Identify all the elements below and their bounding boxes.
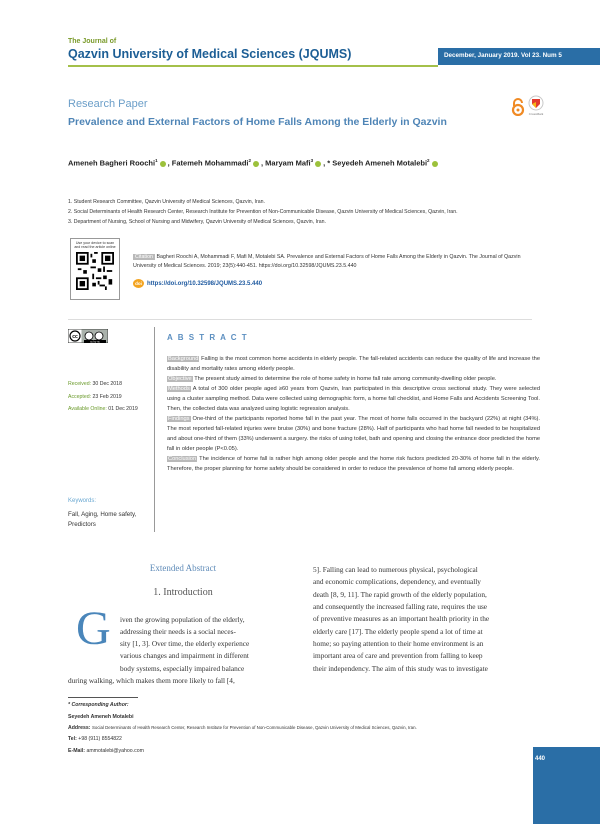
issue-info: December, January 2019. Vol 23. Num 5 (444, 52, 562, 59)
paper-title: Prevalence and External Factors of Home Falls Among the Elderly in Qazvin (68, 116, 447, 128)
divider (68, 319, 532, 320)
author-affil-sup: 1 (155, 158, 158, 163)
introduction-heading: 1. Introduction (153, 587, 213, 598)
svg-text:CrossMark: CrossMark (528, 112, 544, 116)
left-col-line: sity [1, 3]. Over time, the elderly experience (120, 639, 250, 648)
right-col-line: important area of care and prevention from falling to keep (313, 651, 483, 660)
author-list: Ameneh Bagheri Roochi$^1$ , Fatemeh Mohammadi$^2$ , Maryam Mafi$^3$ , * Seyedeh Ameneh Motalebi$^2$ (68, 158, 440, 168)
doi-line (133, 279, 262, 288)
email-value[interactable]: ammotalebi@yahoo.com (86, 748, 144, 754)
corresponding-tel (68, 736, 122, 742)
qr-code-icon (76, 252, 114, 290)
right-col-line: elderly care [17]. The elderly people spend a lot of time at (313, 627, 483, 636)
right-col-line: of preventive measures as an important health priority in the (313, 614, 490, 623)
left-col-line: body systems, especially impaired balance (120, 664, 245, 673)
online-label: Available Online: (68, 406, 107, 412)
right-col-line: death [8, 9, 11]. The rapid growth of the elderly population, (313, 590, 487, 599)
orcid-icon[interactable] (160, 161, 166, 167)
objective-text: The present study aimed to determine the role of home safety in home fall rate among community-dwelling older people. (194, 376, 497, 382)
online-date (68, 406, 138, 412)
column-divider (154, 327, 155, 532)
abstract-heading: A B S T R A C T (167, 333, 249, 342)
right-col-line: home; so paying attention to their home environment is an (313, 639, 484, 648)
right-col-line: their independency. The aim of this study was to investigate (313, 664, 488, 673)
page-number: 440 (535, 756, 546, 762)
journal-name: Qazvin University of Medical Sciences (JQUMS) (68, 47, 352, 61)
right-col-line: and economic complications, dependency, and eventually (313, 577, 481, 586)
open-access-icon (510, 98, 526, 116)
background-text: Falling is the most common home accidents in elderly people. The fall-related accidents can reduce the quality of life and increase the disability and mortality rates among elderly people. (167, 356, 540, 372)
abstract-body (167, 354, 540, 474)
received-date (68, 381, 122, 387)
cc-license-icon[interactable] (68, 329, 108, 343)
tel-label: Tel: (68, 736, 77, 742)
author-affil-sup: 3 (310, 158, 314, 163)
right-col-line: 5]. Falling can lead to numerous physical, psychological (313, 565, 478, 574)
svg-text:cc: cc (72, 334, 78, 340)
orcid-icon[interactable] (253, 161, 259, 167)
affiliation-2: 2. Social Determinants of Health Research Center, Research Institute for Prevention of Non-Communicable Disease, Qazvin University of Medical Sciences, Qazvin, Iran. (68, 209, 458, 215)
article-type: Research Paper (68, 98, 148, 110)
keywords-heading: Keywords: (68, 498, 97, 504)
right-col-line: and consequently the increased falling rate, requires the use (313, 602, 488, 611)
crossmark-icon[interactable] (527, 95, 545, 117)
accepted-date (68, 394, 122, 400)
findings-text: One-third of the participants reported home fall in the past year. The most of home falls occurred in the backyard (22%) at night (34%). The most reported fall-related injuries were bruise (30%) and bone fracture (28%). Half of participants who had home fall needed to be hospitalized and about one-third of them (33%) underwent a surgery. the risks of using toilet, bath and opening and closing the entrance door predicted the home fall in older people (P<0.05). (167, 416, 540, 452)
author-name: * Seyedeh Ameneh Motalebi (327, 158, 428, 168)
affiliation-1: 1. Student Research Committee, Qazvin University of Medical Sciences, Qazvin, Iran. (68, 199, 265, 205)
citation-text: Bagheri Roochi A, Mohammadi F, Mafi M, Motalebi SA. Prevalence and External Factors of Home Falls Among the Elderly in Qazvin. The Journal of Qazvin University of Medical Sciences. 2019; 23(5):440-451. https://doi.org/10.32598/JQUMS.23.5.440 (133, 254, 521, 269)
email-label: E-Mail: (68, 748, 86, 754)
citation-text-wrap (133, 253, 535, 270)
background-label: Background (168, 356, 199, 362)
cc-badge-text: cc by nc (90, 340, 100, 343)
qr-caption: Use your device to scan and read the article online (74, 241, 116, 250)
online-value: 01 Dec 2019 (108, 406, 138, 412)
doi-icon: doi (133, 279, 144, 288)
left-col-line: during walking, which makes them more likely to fall [4, (68, 676, 235, 685)
left-col-line: iven the growing population of the elderly, (120, 615, 245, 624)
conclusion-text: The incidence of home fall is rather high among older people and the home risk factors predicted 20-30% of home fall in the elderly. Therefore, the proper planning for home safety should be considered in order to reduce the prevalence of home fall among elderly people. (167, 456, 540, 472)
accepted-label: Accepted: (68, 394, 92, 400)
received-value: 30 Dec 2018 (92, 381, 122, 387)
corresponding-address (68, 725, 417, 731)
qr-box[interactable] (70, 238, 120, 300)
methods-label: Methods (168, 386, 190, 392)
affiliation-3: 3. Department of Nursing, School of Nursing and Midwifery, Qazvin University of Medical Sciences, Qazvin, Iran. (68, 219, 326, 225)
header-rule (68, 65, 438, 67)
citation-label: Citation (135, 254, 153, 260)
author-affil-sup: 2 (427, 158, 430, 163)
findings-label: Findings (168, 416, 190, 422)
keywords-text: Fall, Aging, Home safety, Predictors (68, 511, 137, 528)
conclusion-label: Conclusion (168, 456, 197, 462)
orcid-icon[interactable] (315, 161, 321, 167)
left-col-line: various changes and impairment in different (120, 651, 249, 660)
left-col-line: addressing their needs is a social neces- (120, 627, 236, 636)
footnote-rule (68, 697, 138, 698)
corresponding-email (68, 748, 144, 754)
author-affil-sup: 2 (248, 158, 251, 163)
extended-abstract-heading: Extended Abstract (149, 563, 217, 573)
objective-label: Objective (168, 376, 192, 382)
orcid-icon[interactable] (432, 161, 438, 167)
methods-text: A total of 300 older people aged ≥60 years from Qazvin, Iran participated in this descriptive cross sectional study. They were selected using a cluster sampling method. Data were collected using demographic form, a home fall checklist, and Home Falls and Accidents Screening Tool. Then, the collected data was analyzed using logistic regression analysis. (167, 386, 540, 412)
drop-cap: G (76, 602, 111, 655)
received-label: Received: (68, 381, 92, 387)
author-name: Maryam Mafi (265, 158, 311, 168)
address-value: Social Determinants of Health Research Center, Research Institute for Prevention of Non-Communicable Disease, Qazvin University of Medical Sciences, Qazvin, Iran. (91, 725, 417, 730)
corresponding-heading: * Corresponding Author: (68, 702, 129, 708)
address-label: Address: (68, 725, 91, 731)
tel-value: +98 (911) 8554822 (78, 736, 122, 742)
journal-small-title: The Journal of (68, 38, 117, 45)
author-name: Fatemeh Mohammadi (171, 158, 249, 168)
doi-link[interactable]: https://doi.org/10.32598/JQUMS.23.5.440 (147, 281, 263, 288)
author-name: Ameneh Bagheri Roochi (68, 158, 156, 168)
accepted-value: 23 Feb 2019 (92, 394, 122, 400)
corresponding-name: Seyedeh Ameneh Motalebi (68, 714, 134, 720)
